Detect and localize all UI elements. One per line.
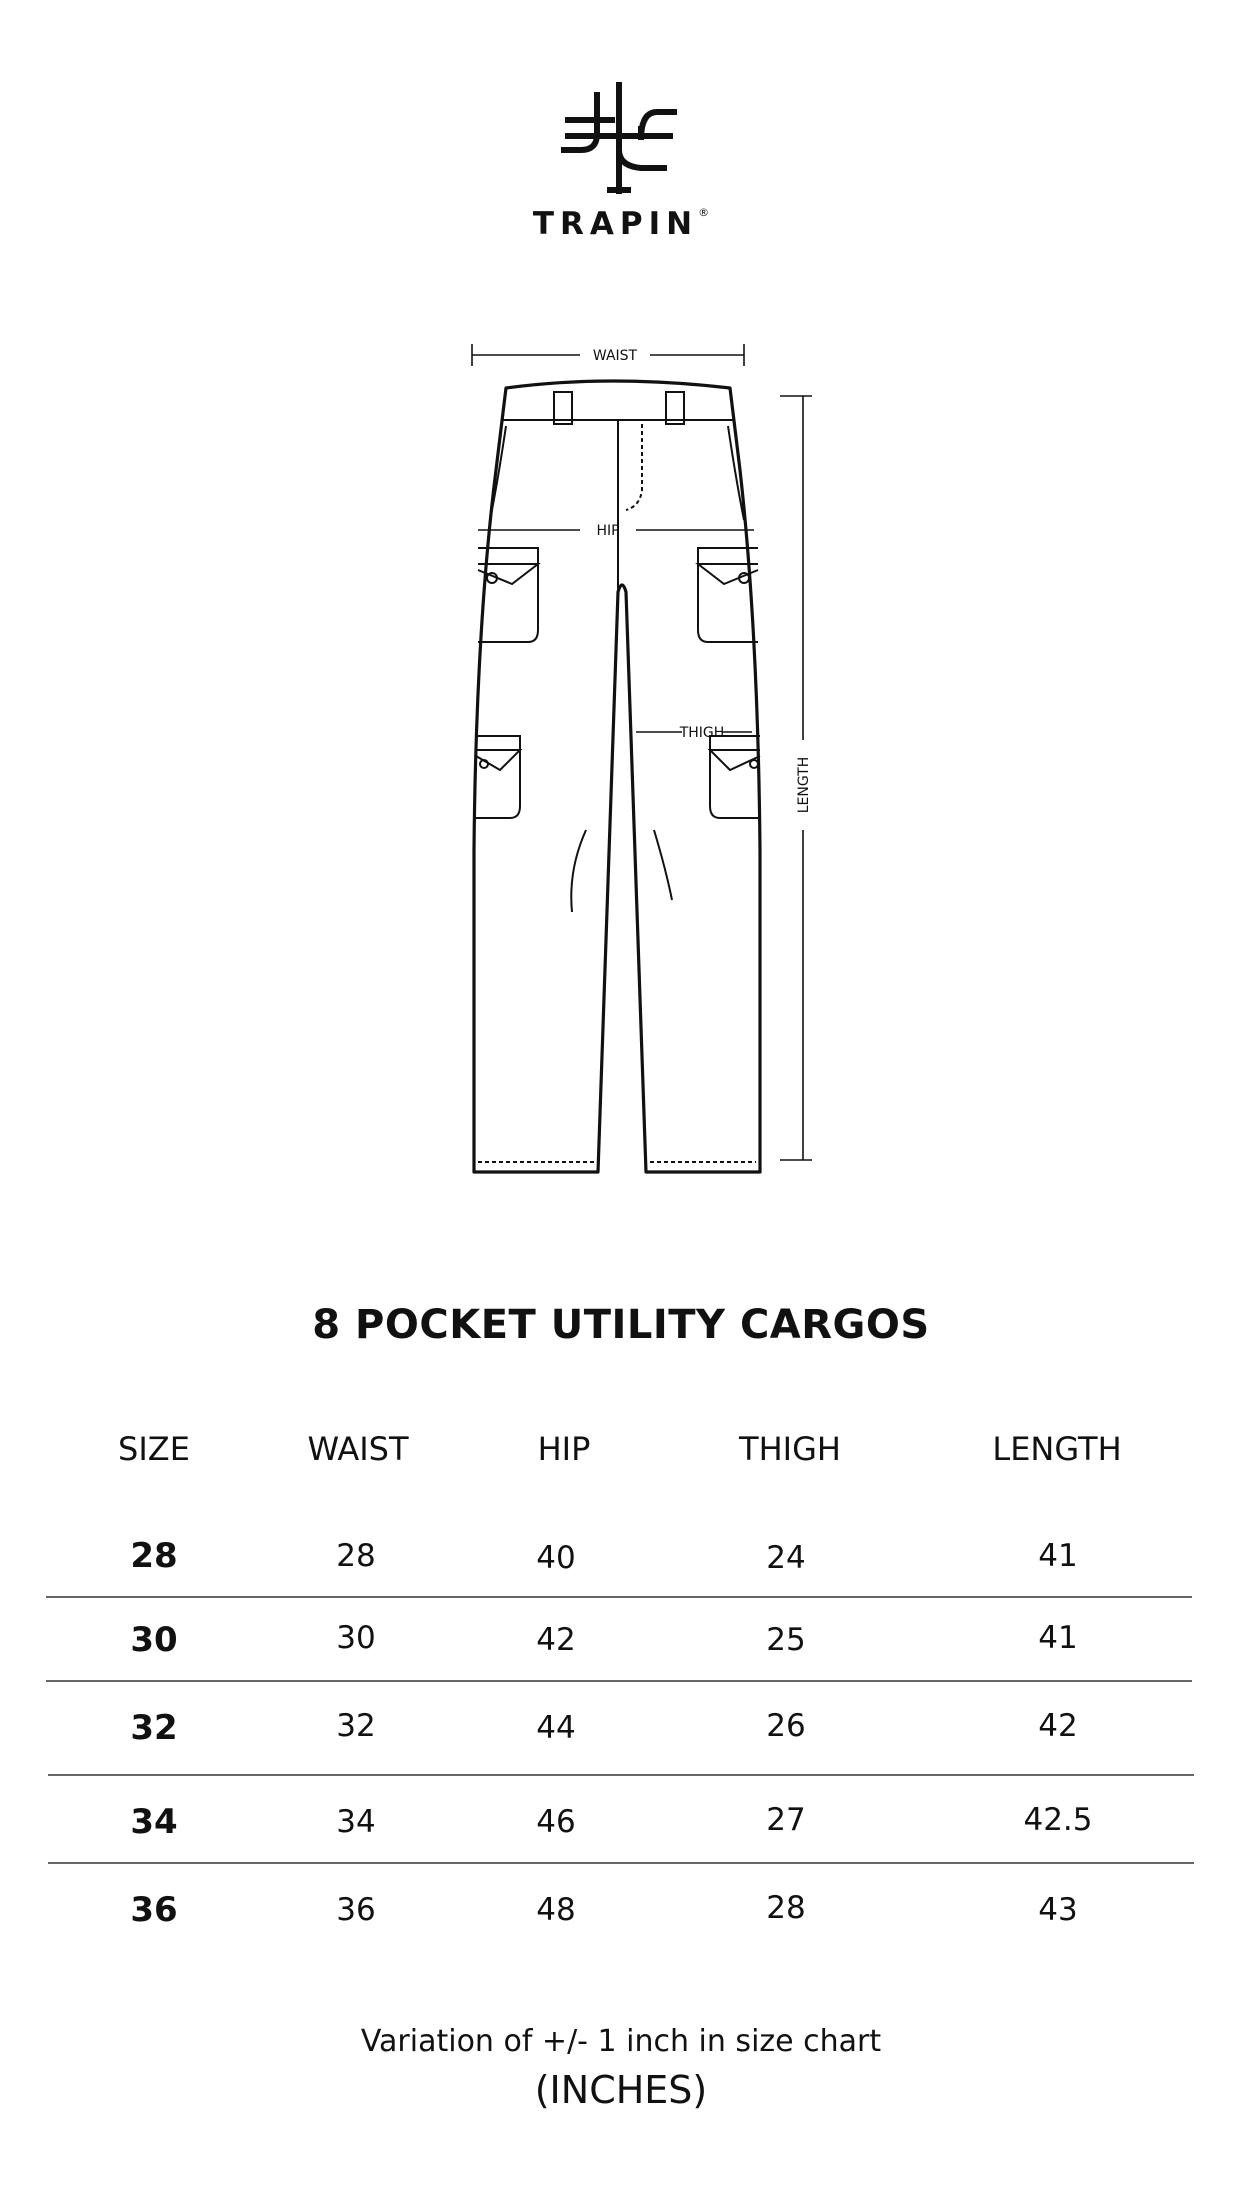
thigh-cell: 24 xyxy=(766,1540,806,1576)
row-divider xyxy=(46,1680,1192,1682)
length-cell: 41 xyxy=(1038,1620,1078,1656)
waist-cell: 30 xyxy=(336,1620,376,1656)
waist-cell: 28 xyxy=(336,1538,376,1574)
header-hip: HIP xyxy=(537,1430,591,1468)
trapin-logo-icon xyxy=(557,78,681,198)
thigh-cell: 27 xyxy=(766,1802,806,1838)
size-cell: 32 xyxy=(130,1708,178,1748)
waist-cell: 34 xyxy=(336,1804,376,1840)
length-cell: 43 xyxy=(1038,1892,1078,1928)
size-cell: 30 xyxy=(130,1620,178,1660)
hip-cell: 44 xyxy=(536,1710,576,1746)
units-label: (INCHES) xyxy=(534,2068,708,2112)
thigh-cell: 25 xyxy=(766,1622,806,1658)
hip-label: HIP xyxy=(596,523,620,539)
header-length: LENGTH xyxy=(992,1430,1122,1468)
row-divider xyxy=(48,1774,1194,1776)
row-divider xyxy=(48,1862,1194,1864)
header-waist: WAIST xyxy=(307,1430,409,1468)
waist-cell: 36 xyxy=(336,1892,376,1928)
thigh-cell: 28 xyxy=(766,1890,806,1926)
length-cell: 41 xyxy=(1038,1538,1078,1574)
brand-name: TRAPIN® xyxy=(532,206,710,242)
length-label: LENGTH xyxy=(796,756,812,814)
length-cell: 42 xyxy=(1038,1708,1078,1744)
waist-label: WAIST xyxy=(592,348,638,364)
size-cell: 36 xyxy=(130,1890,178,1930)
hip-cell: 46 xyxy=(536,1804,576,1840)
hip-cell: 48 xyxy=(536,1892,576,1928)
waist-cell: 32 xyxy=(336,1708,376,1744)
product-title: 8 POCKET UTILITY CARGOS xyxy=(312,1302,930,1348)
row-divider xyxy=(46,1596,1192,1598)
size-cell: 28 xyxy=(130,1536,178,1576)
thigh-cell: 26 xyxy=(766,1708,806,1744)
length-cell: 42.5 xyxy=(1023,1802,1093,1838)
header-thigh: THIGH xyxy=(739,1430,841,1468)
hip-cell: 40 xyxy=(536,1540,576,1576)
size-variation-note: Variation of +/- 1 inch in size chart xyxy=(360,2024,882,2059)
size-cell: 34 xyxy=(130,1802,178,1842)
thigh-label: THIGH xyxy=(679,725,725,741)
pants-measurement-diagram xyxy=(440,330,820,1190)
hip-cell: 42 xyxy=(536,1622,576,1658)
header-size: SIZE xyxy=(118,1430,190,1468)
